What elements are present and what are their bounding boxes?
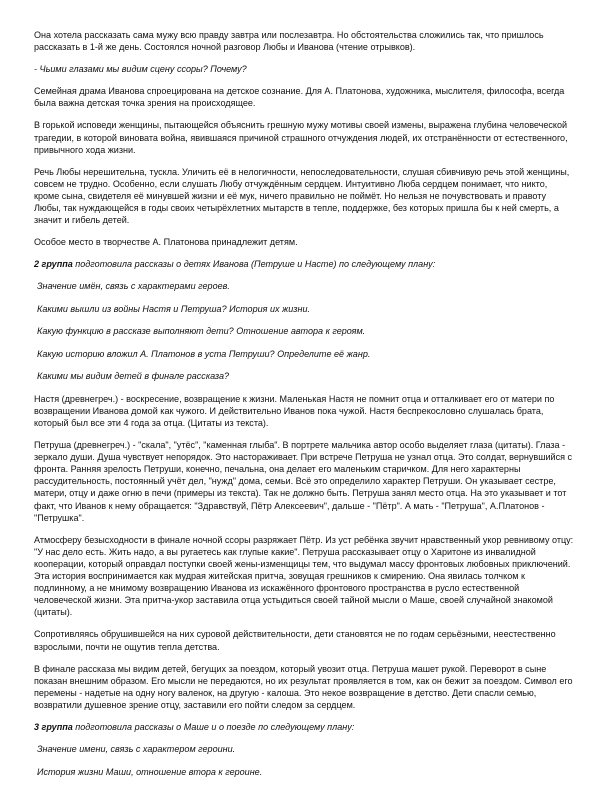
group-3-heading — [34, 721, 574, 733]
paragraph-atmosphere: Атмосферу безысходности в финале ночной ссоры разряжает Пётр. Из уст ребёнка звучит нравственный укор ревнивому отцу: "У нас дело есть. Жить надо, а вы ругаетесь как глупые какие". Петруша рассказывает отцу о Харитоне из инвалидной кооперации, который оправдал поступки своей жены-изменщицы тем, что выдумал массу фронтовых любовных приключений. Эта история воспринимается как мудрая житейская притча, зовущая грешников к смирению. Она явилась толчком к подлинному, а не мнимому возвращению Иванова из искажённого фронтового пространства в русло естественной человеческой жизни. Эта притча-укор заставила отца устыдиться своей тайной мысли о Маше, своей случайной знакомой (цитаты). — [34, 534, 574, 618]
paragraph-petrusha: Петруша (древнегреч.) - "скала", "утёс", "каменная глыба". В портрете мальчика автор особо выделяет глаза (цитаты). Глаза - зеркало души. Душа чувствует непорядок. Это настораживает. При встрече Петруша не узнал отца. Это солдат, вернувшийся с фронта. Ранняя зрелость Петруши, конечно, печальна, она делает его маленьким старичком. Для него характерны рассудительность, постоянный учёт дел, "нужд" дома, семьи. Всё это определило характер Петруши. Он указывает сестре, матери, отцу и даже огню в печи (примеры из текста). Так не должно быть. Петруша занял место отца. На это указывает и тот факт, что Иванов к нему обращается: "Здравствуй, Пётр Алексеевич", дальше - "Пётр". А мать - "Петруша", А.Платонов - "Петрушка". — [34, 440, 573, 523]
plan-3-list — [34, 743, 574, 778]
paragraph-conversation: Она хотела рассказать сама мужу всю правду завтра или послезавтра. Но обстоятельства сложились так, что пришлось рассказать в 1-й же день. Состоялся ночной разговор Любы и Иванова (чтение отрывков). — [34, 30, 544, 53]
plan-2-item: Какими мы видим детей в финале рассказа? — [37, 371, 230, 382]
plan-2-item: Какими вышли из войны Настя и Петруша? История их жизни. — [37, 303, 311, 314]
group-3-label: 3 группа — [34, 721, 73, 732]
group-3-text: подготовила рассказы о Маше и о поезде по следующему плану: — [72, 721, 355, 732]
group-2-label: 2 группа — [34, 259, 73, 270]
paragraph-nastya: Настя (древнегреч.) - воскресение, возвращение к жизни. Маленькая Настя не помнит отца и отталкивает его от матери по возвращении Иванова домой как чужого. И действительно Иванов пока чужой. Настя беспрекословно слушалась брата, который был все эти 4 года за отца. (Цитаты из текста). — [34, 393, 555, 429]
plan-3-item: История жизни Маши, отношение вторa к героине. — [37, 766, 263, 777]
paragraph-finale: В финале рассказа мы видим детей, бегущих за поездом, который увозит отца. Петруша машет рукой. Переворот в сыне показан внешним образом. Его мысли не передаются, но их результат проявляется в том, как он бежит за поездом. Символ его перемены - надетые на одну ногу валенок, на другую - калоша. Это некое возвращение в детство. Дети спасли семью, возвратили душевное зрение отцу, заставили его пойти следом за сердцем. — [34, 663, 573, 710]
paragraph-resistance: Сопротивляясь обрушившейся на них суровой действительности, дети становятся не по годам серьёзными, неестественно взрослыми, почти не ощутив тепла детства. — [34, 629, 556, 652]
paragraph-family-drama: Семейная драма Иванова спроецирована на детское сознание. Для А. Платонова, художника, мыслителя, философа, всегда была важна детская точка зрения на происходящее. — [34, 86, 565, 109]
paragraph-children-place: Особое место в творчестве А. Платонова принадлежит детям. — [34, 237, 298, 248]
plan-3-item: Значение имени, связь с характером героини. — [37, 744, 236, 755]
plan-2-item: Какую функцию в рассказе выполняют дети? Отношение автора к героям. — [37, 326, 366, 337]
plan-2-item: Значение имён, связь с характерами героев. — [37, 281, 230, 292]
plan-2-list — [34, 280, 574, 382]
paragraph-lyuba-speech: Речь Любы нерешительна, тускла. Уличить её в нелогичности, непоследовательности, слушая сбивчивую речь этой женщины, совсем не трудно. Особенно, если слушать Любу отчуждённым сердцем. Интуитивно Люба сердцем понимает, что никто, кроме сына, свидетеля её минувшей жизни и её мук, ничего правильно не поймёт. Но нельзя не почувствовать и правоту Любы, так нуждающейся в годы своих четырёхлетних мытарств в тепле, поддержке, без которых пришла бы к ней смерть, а значит и гибель детей. — [34, 166, 570, 226]
group-2-heading — [34, 258, 574, 270]
plan-2-item: Какую историю вложил А. Платонов в уста Петруши? Определите её жанр. — [37, 348, 371, 359]
question-eyes: - Чьими глазами мы видим сцену ссоры? Почему? — [34, 64, 247, 75]
paragraph-confession: В горькой исповеди женщины, пытающейся объяснить грешную мужу мотивы своей измены, выражена глубина человеческой трагедии, в которой виновата война, явившаяся причиной страшного отчуждения людей, их отстранённости от естественного, привычного хода жизни. — [34, 120, 568, 155]
group-2-text: подготовила рассказы о детях Иванова (Петруше и Насте) по следующему плану: — [72, 259, 436, 270]
